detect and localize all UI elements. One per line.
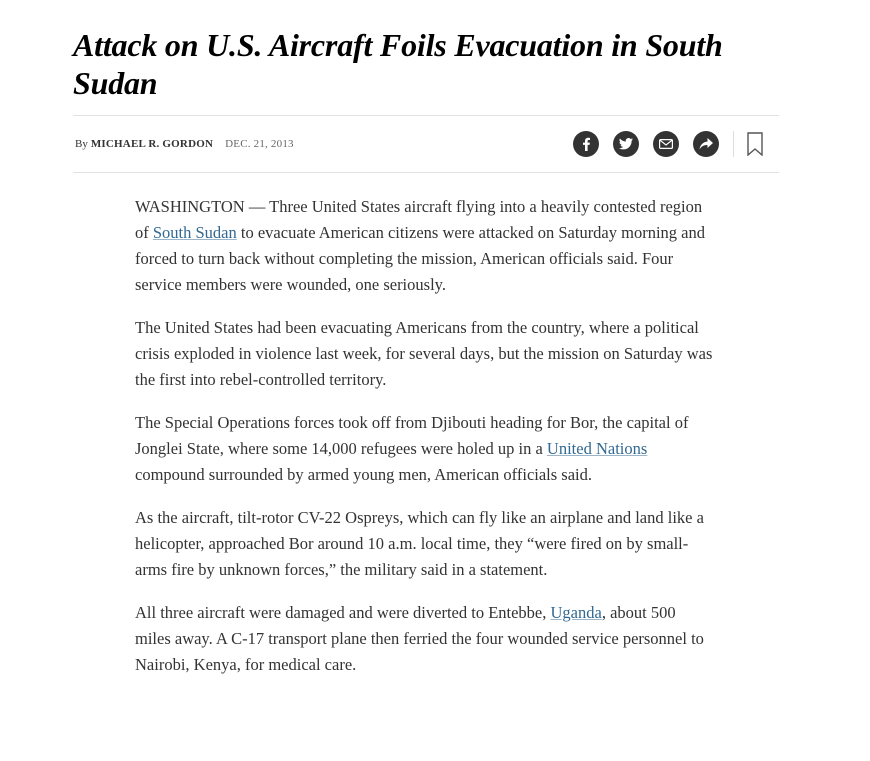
paragraph-text: The Special Operations forces took off from Djibouti heading for Bor, the capital of Jonglei State, where some 14,000 refugees were holed up in a — [135, 413, 689, 458]
header-divider-bottom — [73, 172, 779, 173]
paragraph-text: WASHINGTON — Three United States aircraft flying into a heavily contested region of — [135, 197, 703, 242]
story-paragraph: The United States had been evacuating Americans from the country, where a political crisis exploded in violence last week, for several days, but the mission on Saturday was the first into rebel-controlled territory. — [135, 318, 713, 389]
more-share-button[interactable] — [693, 131, 719, 157]
byline — [75, 138, 294, 150]
email-share-button[interactable] — [653, 131, 679, 157]
story-paragraph — [135, 194, 715, 298]
save-article-button[interactable] — [746, 131, 764, 157]
link-united-nations[interactable]: United Nations — [546, 439, 648, 458]
twitter-icon — [619, 138, 633, 150]
email-icon — [659, 139, 673, 149]
story-body — [135, 194, 715, 695]
share-tools — [573, 131, 764, 157]
header-divider-top — [73, 115, 779, 116]
paragraph-text: compound surrounded by armed young men, American officials said. — [135, 465, 593, 484]
link-uganda[interactable]: Uganda — [550, 603, 602, 622]
story-paragraph — [135, 410, 715, 488]
story-paragraph — [135, 600, 715, 678]
paragraph-text: , about 500 miles away. A C-17 transport plane then ferried the four wounded service personnel to Nairobi, Kenya, for medical care. — [135, 603, 704, 674]
story-paragraph: As the aircraft, tilt-rotor CV-22 Ospreys, which can fly like an airplane and land like a helicopter, approached Bor around 10 a.m. local time, they “were fired on by small-arms fire by unknown forces,” the military said in a statement. — [135, 508, 704, 579]
headline: Attack on U.S. Aircraft Foils Evacuation in South Sudan — [73, 27, 723, 101]
share-divider — [733, 131, 734, 157]
paragraph-text: All three aircraft were damaged and were diverted to Entebbe, — [135, 603, 551, 622]
share-arrow-icon — [699, 138, 713, 150]
facebook-share-button[interactable] — [573, 131, 599, 157]
publish-date: DEC. 21, 2013 — [225, 138, 294, 150]
byline-prefix: By — [75, 138, 88, 150]
bookmark-icon — [747, 132, 763, 156]
facebook-icon — [580, 137, 592, 151]
paragraph-text: to evacuate American citizens were attacked on Saturday morning and forced to turn back without completing the mission, American officials said. Four service members were wounded, one seriously. — [135, 223, 705, 294]
link-south-sudan[interactable]: South Sudan — [152, 223, 237, 242]
author-link[interactable]: MICHAEL R. GORDON — [90, 138, 214, 150]
twitter-share-button[interactable] — [613, 131, 639, 157]
